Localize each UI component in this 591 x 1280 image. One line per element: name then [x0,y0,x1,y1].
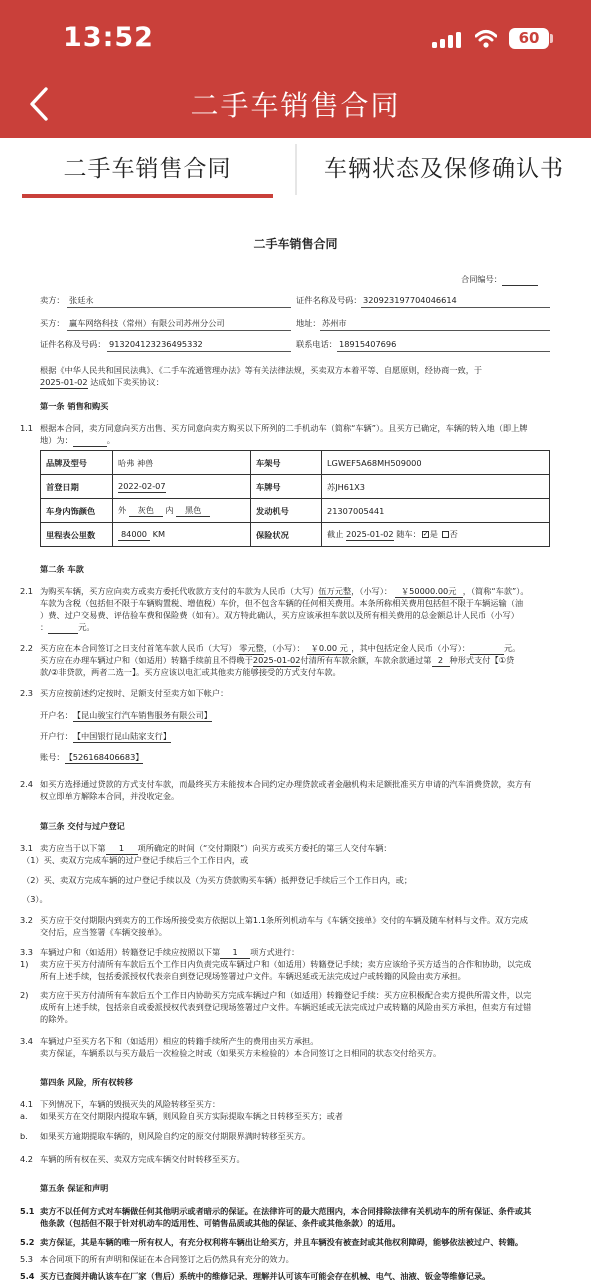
insurance-date: 2025-01-02 [346,529,394,539]
clause-2-2-text-f: 付清所有车款余额，车款余款通过第 [300,655,432,665]
article2-heading: 第二条 车款 [40,564,84,574]
contract-no-field [461,273,538,286]
clause-3-2-line2: 交付后，应当签署《车辆交接单》。 [40,927,167,937]
tab-vehicle-warranty[interactable]: 车辆状态及保修确认书 [324,156,564,182]
clause-number: 2.1 [20,586,34,596]
article1-heading: 第一条 销售和购买 [40,401,109,411]
insurance-cell [322,523,550,547]
table-row [41,499,550,523]
table-row [41,451,550,475]
tab-bar [0,138,591,201]
insurance-suffix: 随车： [396,529,421,539]
sub-item-number: a. [20,1111,28,1121]
sub-item-number: b. [20,1131,28,1141]
address-value: 苏州市 [322,318,347,328]
delivery-item-2: （2）买、卖双方完成车辆的过户登记手续以及（为买方贷款购买车辆）抵押登记手续后三个工作日内，或； [22,875,413,885]
clause-2-1-line3: ）费、过户交易费、评估验车费和保险费（如有）。双方特此确认，买方应该承担车款以及所有相关费用的总金额总计人民币（小写） [40,610,519,620]
payment-deadline: 2025-01-02 [252,655,301,665]
clause-2-4-line1: 如买方选择通过贷款的方式支付车款，而最终买方未能按本合同约定办理贷款或者金融机构未足额批准买方申请的汽车消费贷款，卖方有 [40,779,532,789]
clause-5-1-line1: 卖方不以任何方式对车辆做任何其他明示或者暗示的保证。在法律许可的最大范围内，本合同排除法律有关机动车的所有保证、条件或其 [40,1206,532,1216]
brand-value: 哈弗 神兽 [113,451,251,475]
delivery-item-no: 1 [106,842,138,855]
buyer-label: 买方： [40,318,65,328]
clause-number: 4.2 [20,1154,34,1164]
phone-value: 18915407696 [339,339,397,349]
clause-5-4-text: 买方已查阅并确认该车在厂家（售后）系统中的维修记录，理解并认可该车可能会存在机械、电气、油液、钣金等维修记录。 [40,1271,491,1280]
amount-lower: ￥50000.00元 [395,585,463,598]
mileage-cell [113,523,251,547]
clause-2-2-text-a: 买方应在本合同签订之日支付首笔车款人民币（大写） [40,643,237,653]
seller-id-label: 证件名称及号码： [296,295,362,305]
clause-number: 2.4 [20,779,34,789]
seller-id-underline [361,307,550,308]
mileage-value: 84000 [118,528,150,541]
insurance-label: 保险状况 [251,523,322,547]
clause-number: 5.3 [20,1254,34,1264]
bank-holder-label: 开户名： [40,710,73,720]
reg-date-label: 首登日期 [41,475,113,499]
clause-4-1-a: 如果买方在交付期限内提取车辆，则风险自买方实际提取车辆之日转移至买方；或者 [40,1111,343,1121]
buyer-value: 赢车网络科技（常州）有限公司苏州分公司 [69,318,225,328]
color-outer: 灰色 [129,504,163,517]
checkbox-yes[interactable] [422,531,429,538]
clause-3-4-line2: 卖方保证，车辆系以与买方最后一次检验之时或（如果买方未检验的）本合同签订之日相同的状态交付给买方。 [40,1048,442,1058]
color-inner-prefix: 内 [165,505,174,515]
insurance-prefix: 截止 [327,529,344,539]
frame-value: LGWEF5A68MH509000 [322,451,550,475]
buyer-id-label: 证件名称及号码： [40,339,106,349]
buyer-id-value: 913204123236495332 [109,339,203,349]
clause-number: 1.1 [20,423,34,433]
clause-2-1-text-f: ： [40,622,49,632]
frame-label: 车架号 [251,451,322,475]
buyer-id-underline [107,351,291,352]
clause-number: 3.1 [20,843,34,853]
color-cell [113,499,251,523]
bank-holder-value: 【昆山骏宝行汽车销售服务有限公司】 [72,710,212,720]
article5-heading: 第五条 保证和声明 [40,1183,109,1193]
buyer-underline [67,330,291,331]
clause-number: 2.3 [20,688,34,698]
clause-3-2-line1: 买方应于交付期限内到卖方的工作场所接受卖方依据以上第1.1条所列机动车与《车辆交接单》交付的车辆及随车材料与文件。双方完成 [40,915,528,925]
page-title: 二手车销售合同 [190,89,401,122]
preamble-date: 2025-01-02 [40,377,88,387]
bank-name-row [40,730,171,743]
contract-no-label: 合同编号： [461,274,502,284]
clause-3-3-sub2-line1: 卖方应于买方付清所有车款后五个工作日内协助买方完成车辆过户和（如适用）转籍登记手续：买方应积极配合卖方提供所需文件，以完 [40,990,532,1000]
clause-2-1-line4 [40,621,95,634]
clause-2-2-text-g: 种形式支付【①贷 [449,655,515,665]
clause-2-1-line2: 车款为含税（包括但不限于车辆购置税、增值税）车价，但不包含车辆的任何相关费用。本条所称相关费用包括但不限于车辆运输（油 [40,598,524,608]
clause-4-1-text: 下列情况下，车辆的毁损灭失的风险转移至买方： [40,1099,221,1109]
battery-icon: 60 [509,28,549,49]
transfer-item-no: 1 [220,946,250,959]
clause-2-1-text-g: 元。 [78,622,95,632]
clause-number: 5.1 [20,1206,35,1216]
engine-label: 发动机号 [251,499,322,523]
clause-2-2-text-c: ，其中包括定金人民币（小写）： [351,643,470,653]
sub-item-number: 1) [20,959,29,969]
seller-label: 卖方： [40,295,65,305]
vehicle-info-table [40,450,550,547]
clause-2-4-line2: 权立即单方解除本合同，并没收定金。 [40,791,180,801]
mileage-unit: KM [152,529,166,539]
phone-label: 联系电话： [296,339,337,349]
clause-3-1-text-b: 项所确定的时间（“交付期限”）向买方或买方委托的第三人交付车辆： [137,843,392,853]
sub-item-number: 2) [20,990,29,1000]
clause-2-1-text-c: （简称“车款”）。 [470,586,529,596]
wifi-icon [475,29,497,49]
clause-1-1-line1: 根据本合同，卖方同意向买方出售、买方同意向卖方购买以下所列的二手机动车（简称“车辆”）。且买方已确定，车辆的转入地（即上牌 [40,423,528,433]
plate-label: 车牌号 [251,475,322,499]
clause-1-1-line2: 地）为： 。 [40,435,115,445]
clause-number: 5.4 [20,1271,35,1280]
brand-label: 品牌及型号 [41,451,113,475]
clause-2-2-text-e: 买方应在办理车辆过户和（如适用）转籍手续前且不得晚于 [40,655,253,665]
clause-2-1-line1: 为购买车辆，买方应向卖方或卖方委托代收款方支付的车款为人民币（大写）伍万元整，（小写）： ￥50000.00元 ，（简称“车款”）。 [40,586,529,596]
clause-number: 3.2 [20,915,34,925]
first-payment-upper: 零元整 [239,643,264,653]
clause-3-3-sub1-line1: 卖方应于买方付清所有车款后五个工作日内负责完成车辆过户和（如适用）转籍登记手续；卖方应该给予买方适当的合作和协助，以完成 [40,959,532,969]
phone-underline [337,351,550,352]
battery-tip [550,34,553,43]
clause-4-2-text: 车辆的所有权在买、卖双方完成车辆交付时转移至买方。 [40,1154,245,1164]
clause-2-2-text-d: 元。 [503,643,521,653]
bank-name-value: 【中国银行昆山陆家支行】 [72,731,172,741]
clause-3-1-text-a: 卖方应当于以下第 [40,843,106,853]
clause-2-2-text-b: ，（小写）： [263,643,305,653]
contract-document [0,201,591,1280]
color-inner: 黑色 [176,504,210,517]
table-row [41,523,550,547]
clause-number: 3.3 [20,947,34,957]
first-payment-lower: ￥0.00 元 [307,642,351,655]
clause-3-3-sub2-line2: 成所有上述手续，包括亲自或委派授权代表到登记现场签署过户文件。车辆迟延或无法完成过户或转籍的风险由买方承担，但卖方有过错 [40,1002,532,1012]
seller-id-value: 320923197704046614 [363,295,457,305]
clause-5-1-line2: 他条款（包括但不限于针对机动车的适用性、可销售品质或其他的保证、条件或其他条款）的适用。 [40,1218,401,1228]
cellular-signal-icon [432,32,463,48]
preamble-line2 [40,376,164,389]
reg-date-cell [113,475,251,499]
option-yes-label: 是 [429,529,438,539]
option-no-label: 否 [449,529,458,539]
clause-2-1-text-b: （小写）： [359,586,393,596]
clause-3-3-text-b: 项方式进行： [250,947,300,957]
clause-5-3-text: 本合同项下的所有声明和保证在本合同签订之后仍然具有充分的效力。 [40,1254,294,1264]
reg-date-value: 2022-02-07 [118,481,166,491]
seller-value: 张廷永 [69,295,94,305]
document-title: 二手车销售合同 [253,237,338,251]
clause-number: 2.2 [20,643,34,653]
engine-value: 21307005441 [322,499,550,523]
account-row [40,751,143,764]
tab-sales-contract[interactable]: 二手车销售合同 [63,156,232,182]
amount-upper: 伍万元整 [318,586,352,596]
clause-3-3-text-a: 车辆过户和（如适用）转籍登记手续应按照以下第 [40,947,221,957]
clause-3-4-line1: 车辆过户至买方名下和（如适用）相应的转籍手续所产生的费用由买方承担。 [40,1036,319,1046]
clause-number: 4.1 [20,1099,34,1109]
clause-3-3-sub1-line2: 所有上述手续，包括委派授权代表亲自到登记现场签署过户文件。车辆迟延或无法完成过户或转籍的风险由卖方承担。 [40,971,466,981]
preamble-line1: 根据《中华人民共和国民法典》、《二手车流通管理办法》等有关法律法规，买卖双方本着平等、自愿原则，经协商一致，于 [40,365,483,375]
clause-2-3-text: 买方应按前述约定按时、足额支付至卖方如下帐户： [40,688,229,698]
clause-2-2-line3: 款/②非贷款，两者二选一】。买方应该以电汇或其他卖方能够接受的方式支付车款。 [40,667,341,677]
color-label: 车身内饰颜色 [41,499,113,523]
mileage-label: 里程表公里数 [41,523,113,547]
delivery-item-3: （3）。 [22,894,48,904]
clause-3-3-sub2-line3: 的除外。 [40,1014,73,1024]
article3-heading: 第三条 交付与过户登记 [40,821,125,831]
preamble-rest: 达成如下卖买协议： [90,377,164,387]
clause-4-1-b: 如果买方逾期提取车辆的，则风险自约定的原交付期限界满时转移至买方。 [40,1131,311,1141]
delivery-item-1: （1）买、卖双方完成车辆的过户登记手续后三个工作日内，或 [22,855,249,865]
article4-heading: 第四条 风险，所有权转移 [40,1077,133,1087]
bank-holder-row [40,709,212,722]
clause-5-2-text: 卖方保证，其是车辆的唯一所有权人，有充分权利将车辆出让给买方，并且车辆没有被查封或其他权利障碍，能够依法被过户、转籍。 [40,1237,524,1247]
address-underline [320,330,550,331]
active-tab-indicator [22,194,273,198]
plate-value: 苏JH61X3 [322,475,550,499]
bank-name-label: 开户行： [40,731,73,741]
top-bar [0,0,591,138]
address-label: 地址： [296,318,321,328]
table-row [41,475,550,499]
checkbox-no[interactable] [442,531,449,538]
payment-method: 2 [432,654,450,667]
status-time: 13:52 [63,22,154,53]
clause-2-1-text-a: 为购买车辆，买方应向卖方或卖方委托代收款方支付的车款为人民币（大写） [40,586,319,596]
account-label: 账号： [40,752,65,762]
seller-underline [67,307,291,308]
color-outer-prefix: 外 [118,505,127,515]
clause-number: 5.2 [20,1237,35,1247]
clause-number: 3.4 [20,1036,34,1046]
clause-1-1-text: 地）为： [40,435,73,445]
account-value: 【526168406683】 [64,752,144,762]
